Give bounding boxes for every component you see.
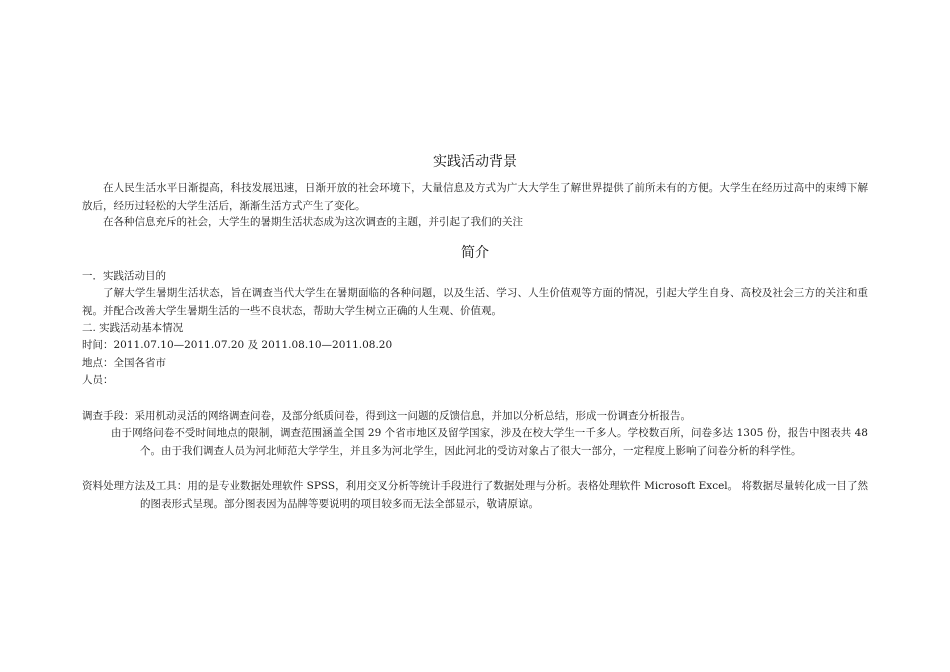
survey-method-line: 调查手段：采用机动灵活的网络调查问卷，及部分纸质问卷，得到这一问题的反馈信息，并加以分析总结，形成一份调查分析报告。 [82, 410, 691, 422]
intro-title: 简介 [461, 245, 489, 261]
time-line: 时间：2011.07.10—2011.07.20 及 2011.08.10—2011.08.20 [82, 339, 393, 351]
tools-paragraph: 资料处理方法及工具：用的是专业数据处理软件 SPSS，利用交叉分析等统计手段进行了数据处理与分析。表格处理软件 Microsoft Excel。 将数据尽量转化成一目了然的图表形式呈现。部分图表因为品牌等要说明的项目较多而无法全部显示，敬请原谅。 [82, 480, 868, 510]
purpose-paragraph: 了解大学生暑期生活状态，旨在调查当代大学生在暑期面临的各种问题，以及生活、学习、人生价值观等方面的情况，引起大学生自身、高校及社会三方的关注和重视。并配合改善大学生暑期生活的一些不良状态，帮助大学生树立正确的人生观、价值观。 [82, 287, 868, 317]
background-paragraph-1: 在人民生活水平日渐提高，科技发展迅速，日渐开放的社会环境下，大量信息及方式为广大大学生了解世界提供了前所未有的方便。大学生在经历过高中的束缚下解放后，经历过轻松的大学生活后，渐渐生活方式产生了变化。 [82, 182, 868, 212]
people-line: 人员： [82, 374, 114, 386]
background-paragraph-2: 在各种信息充斥的社会，大学生的暑期生活状态成为这次调查的主题，并引起了我们的关注 [103, 216, 523, 228]
place-line: 地点：全国各省市 [82, 357, 166, 369]
basic-info-heading: 二. 实践活动基本情况 [82, 322, 184, 334]
background-title: 实践活动背景 [433, 154, 517, 170]
survey-scope-paragraph: 由于网络问卷不受时间地点的限制，调查范围涵盖全国 29 个省市地区及留学国家，涉及在校大学生一千多人。学校数百所，问卷多达 1305 份，报告中图表共 48 个。由于我们调查人员为河北师范大学学生，并且多为河北学生，因此河北的受访对象占了很大一部分，一定程度上影响了问卷分析的科学性。 [111, 427, 868, 457]
purpose-heading: 一．实践活动目的 [82, 270, 166, 282]
